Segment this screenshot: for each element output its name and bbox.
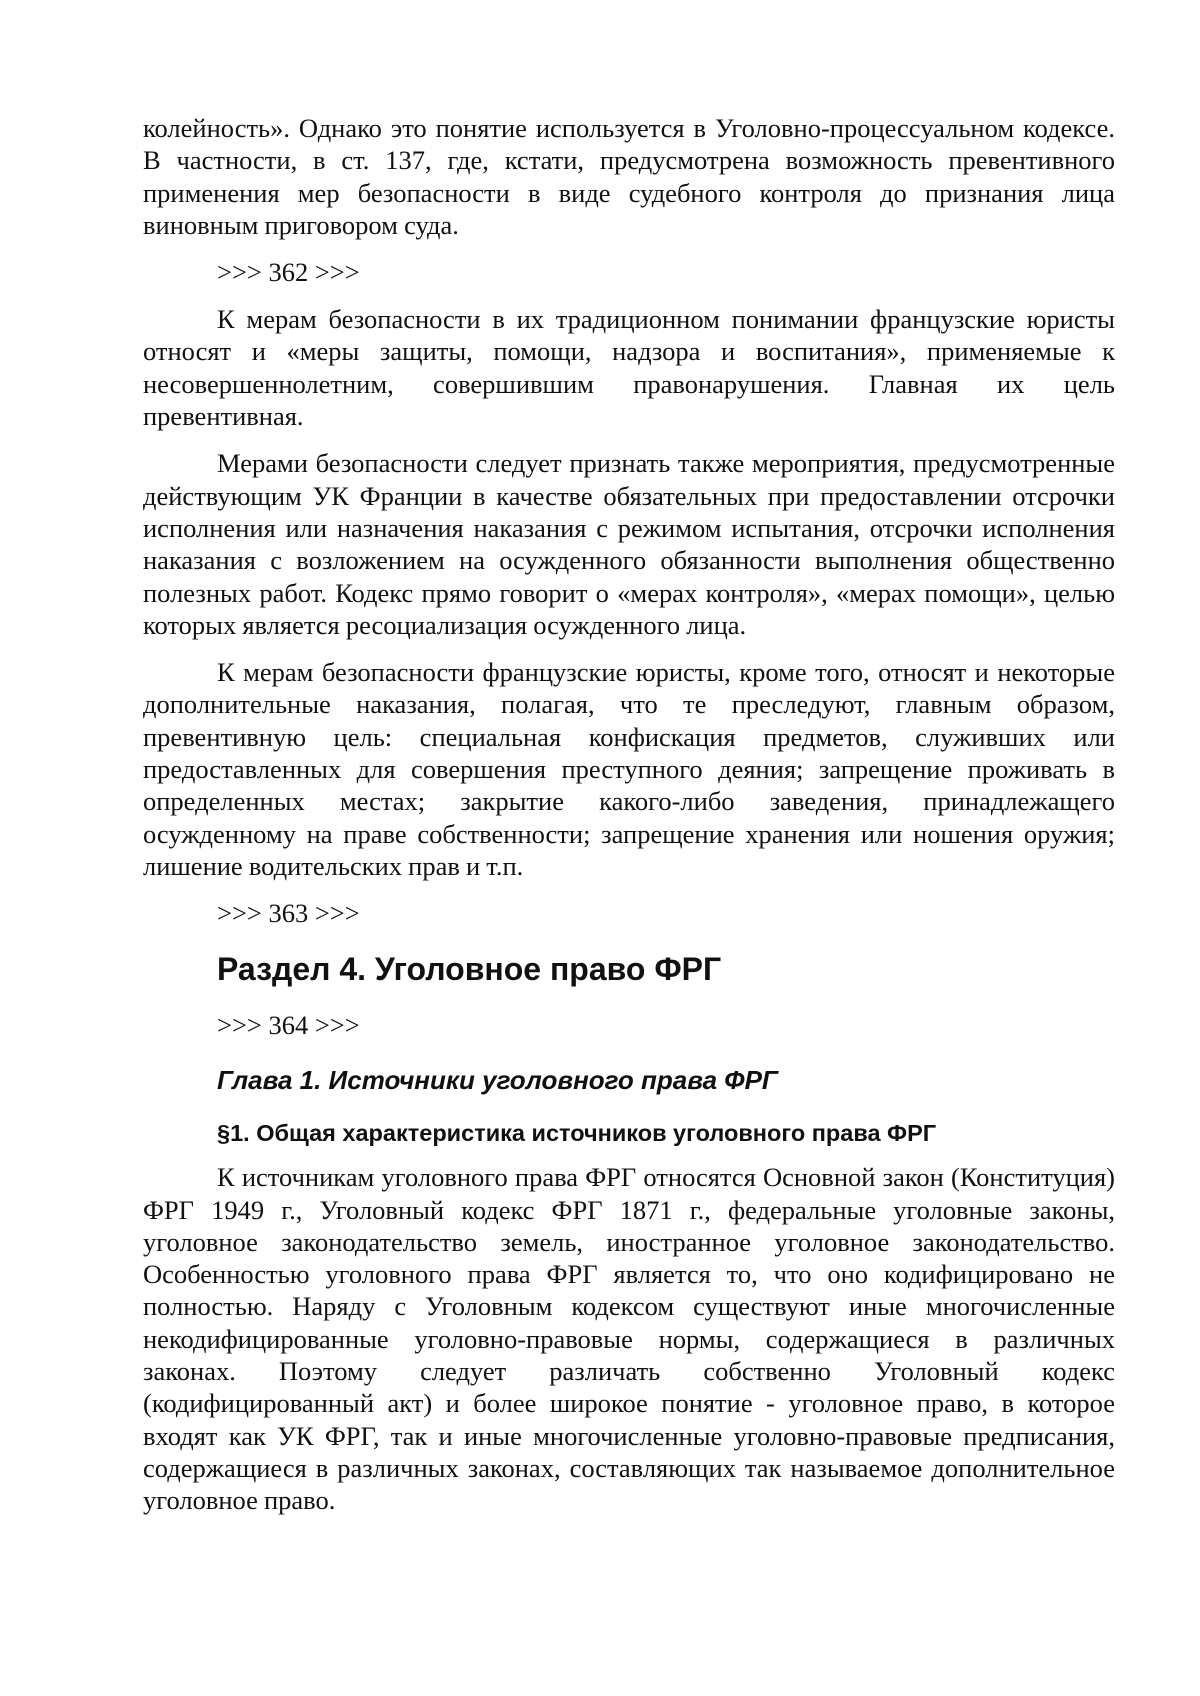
page-marker: >>> 363 >>> xyxy=(217,898,360,929)
chapter-title: Глава 1. Источники уголовного права ФРГ xyxy=(217,1065,778,1096)
page-marker: >>> 364 >>> xyxy=(217,1010,360,1041)
document-page xyxy=(143,112,1115,1532)
page-marker: >>> 362 >>> xyxy=(217,257,360,288)
body-paragraph: К мерам безопасности французские юристы, кроме того, относят и некоторые дополнительные наказания, полагая, что те преследуют, главным образом, превентивную цель: специальная конфискация предметов, служивших или предоставленных для совершения преступного деяния; запрещение проживать в определенных местах; закрытие какого-либо заведения, принадлежащего осужденному на праве собственности; запрещение хранения или ношения оружия; лишение водительских прав и т.п. xyxy=(143,657,1115,881)
body-paragraph: К источникам уголовного права ФРГ относятся Основной закон (Конституция) ФРГ 1949 г., Уголовный кодекс ФРГ 1871 г., федеральные уголовные законы, уголовное законодательство земель, иностранное уголовное законодательство. Особенностью уголовного права ФРГ является то, что оно кодифицировано не полностью. Наряду с Уголовным кодексом существуют иные многочисленные некодифицированные уголовно-правовые нормы, содержащиеся в различных законах. Поэтому следует различать собственно Уголовный кодекс (кодифицированный акт) и более широкое понятие - уголовное право, в которое входят как УК ФРГ, так и иные многочисленные уголовно-правовые предписания, содержащиеся в различных законах, составляющих так называемое дополнительное уголовное право. xyxy=(143,1162,1115,1516)
paragraph-title: §1. Общая характеристика источников уголовного права ФРГ xyxy=(217,1120,937,1147)
body-paragraph: Мерами безопасности следует признать также мероприятия, предусмотренные действующим УК Франции в качестве обязательных при предоставлении отсрочки исполнения или назначения наказания с режимом испытания, отсрочки исполнения наказания с возложением на осужденного обязанности выполнения общественно полезных работ. Кодекс прямо говорит о «мерах контроля», «мерах помощи», целью которых является ресоциализация осужденного лица. xyxy=(143,448,1115,640)
body-paragraph: колейность». Однако это понятие используется в Уголовно-процессуальном кодексе. В частности, в ст. 137, где, кстати, предусмотрена возможность превентивного применения мер безопасности в виде судебного контроля до признания лица виновным приговором суда. xyxy=(143,113,1115,240)
body-paragraph: К мерам безопасности в их традиционном понимании французские юристы относят и «меры защиты, помощи, надзора и воспитания», применяемые к несовершеннолетним, совершившим правонарушения. Главная их цель превентивная. xyxy=(143,304,1115,432)
section-title: Раздел 4. Уголовное право ФРГ xyxy=(217,951,722,988)
